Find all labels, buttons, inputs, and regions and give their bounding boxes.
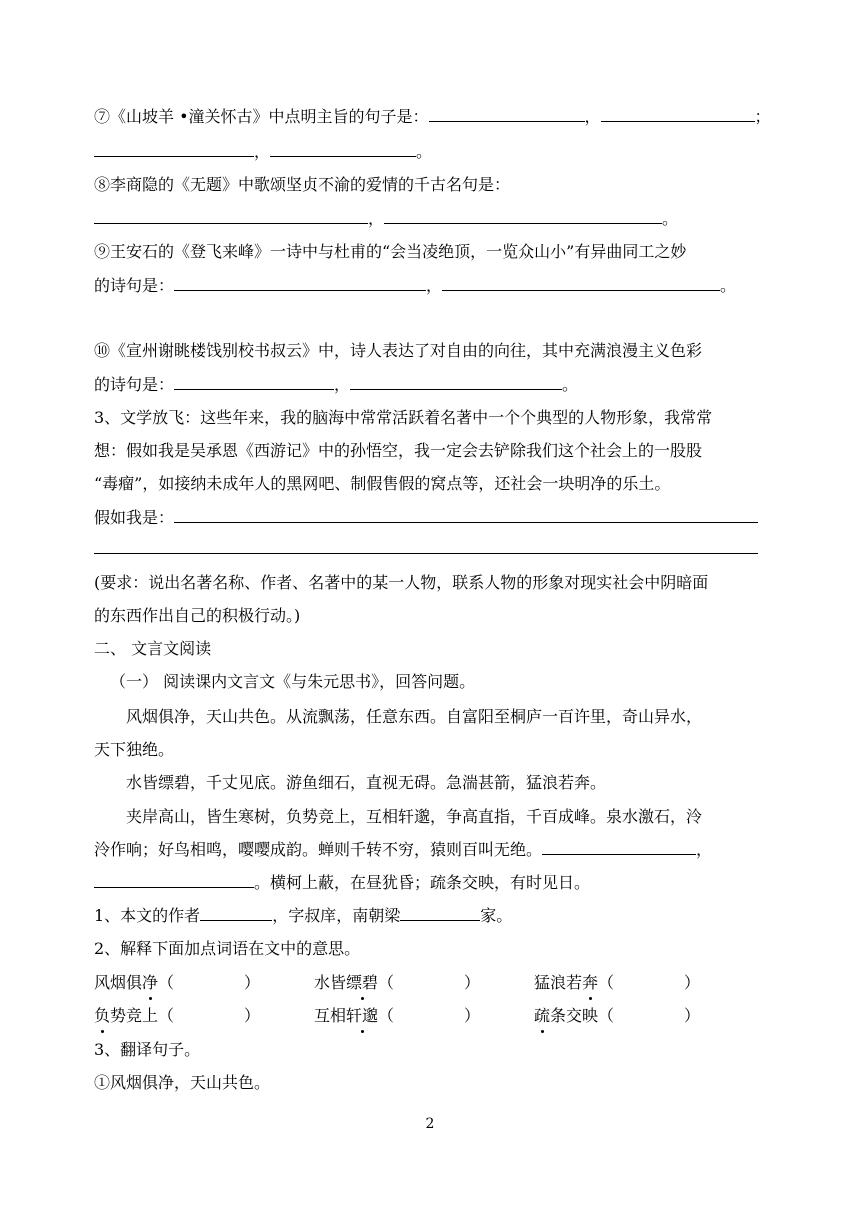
- blank[interactable]: [429, 106, 585, 122]
- question-7: ⑦《山坡羊 •潼关怀古》中点明主旨的句子是： ， ；: [94, 107, 771, 126]
- blank[interactable]: [94, 872, 254, 888]
- section-subheading: （一） 阅读课内文言文《与朱元思书》，回答问题。: [110, 672, 476, 691]
- blank[interactable]: [94, 208, 368, 224]
- passage-p3: 夹岸高山，皆生寒树，负势竞上，互相轩邈，争高直指，千百成峰。泉水激石，泠: [126, 807, 703, 826]
- passage-p1: 风烟俱净，天山共色。从流飘荡，任意东西。自富阳至桐庐一百许里，奇山异水，: [126, 707, 703, 726]
- passage-p3-line3: 。横柯上蔽，在昼犹昏；疏条交映，有时见日。: [94, 872, 590, 894]
- qa2-title: 2、解释下面加点词语在文中的意思。: [94, 939, 361, 958]
- question-9-line2: 的诗句是： ， 。: [94, 276, 737, 295]
- passage-p3-line2: 泠作响；好鸟相鸣，嘤嘤成韵。蝉则千转不穷，猿则百叫无绝。 ，: [94, 840, 713, 859]
- q3-line4: 假如我是：: [94, 507, 758, 529]
- qa3-title: 3、翻译句子。: [94, 1040, 201, 1059]
- blank[interactable]: [384, 208, 662, 224]
- blank[interactable]: [94, 141, 254, 157]
- q3-requirement-2: 的东西作出自己的积极行动。): [94, 606, 301, 625]
- question-7-line2: ， 。: [94, 141, 432, 163]
- question-9: ⑨王安石的《登飞来峰》一诗中与杜甫的“会当凌绝顶，一览众山小”有异曲同工之妙: [94, 242, 687, 261]
- answer-blank[interactable]: [174, 507, 758, 523]
- question-10: ⑩《宣州谢眺楼饯别校书叔云》中，诗人表达了对自由的向往，其中充满浪漫主义色彩: [94, 341, 703, 360]
- vocab-item: 风烟俱净（ ）: [94, 973, 261, 992]
- vocab-item: 猛浪若奔（ ）: [534, 973, 701, 992]
- author-blank[interactable]: [200, 905, 272, 921]
- blank[interactable]: [174, 275, 426, 291]
- q3-line5: [94, 538, 758, 560]
- blank[interactable]: [542, 839, 696, 855]
- blank[interactable]: [270, 141, 416, 157]
- q3-line1: 3、文学放飞：这些年来，我的脑海中常常活跃着名著中一个个典型的人物形象，我常常: [94, 408, 713, 427]
- answer-blank[interactable]: [94, 538, 758, 554]
- question-8-line2: ， 。: [94, 208, 678, 230]
- vocab-item: 互相轩邈（ ）: [314, 1006, 481, 1025]
- identity-blank[interactable]: [400, 905, 480, 921]
- page-number: 2: [425, 1116, 435, 1132]
- blank[interactable]: [350, 374, 562, 390]
- qa3-sentence-1: ①风烟俱净，天山共色。: [94, 1073, 271, 1092]
- q3-requirement: (要求：说出名著名称、作者、名著中的某一人物，联系人物的形象对现实社会中阴暗面: [94, 573, 709, 592]
- section-heading: 二、 文言文阅读: [94, 639, 212, 658]
- passage-p2: 水皆缥碧，千丈见底。游鱼细石，直视无碍。急湍甚箭，猛浪若奔。: [126, 773, 607, 792]
- vocab-item: 疏条交映（ ）: [534, 1006, 701, 1025]
- q7-text: ⑦《山坡羊 •潼关怀古》中点明主旨的句子是：: [94, 107, 429, 126]
- q3-line3: “毒瘤”，如接纳未成年人的黑网吧、制假售假的窝点等，还社会一块明净的乐土。: [94, 474, 671, 493]
- vocab-item: 水皆缥碧（ ）: [314, 973, 481, 992]
- q3-line2: 想：假如我是吴承恩《西游记》中的孙悟空，我一定会去铲除我们这个社会上的一股股: [94, 441, 703, 460]
- blank[interactable]: [174, 374, 334, 390]
- blank[interactable]: [601, 106, 755, 122]
- qa1: 1、本文的作者 ，字叔庠，南朝梁 家。: [94, 906, 513, 925]
- passage-p1-cont: 天下独绝。: [94, 740, 175, 759]
- question-10-line2: 的诗句是： ， 。: [94, 375, 579, 394]
- question-8: ⑧李商隐的《无题》中歌颂坚贞不渝的爱情的千古名句是：: [94, 175, 511, 194]
- blank[interactable]: [442, 275, 720, 291]
- vocab-item: 负势竞上（ ）: [94, 1006, 261, 1025]
